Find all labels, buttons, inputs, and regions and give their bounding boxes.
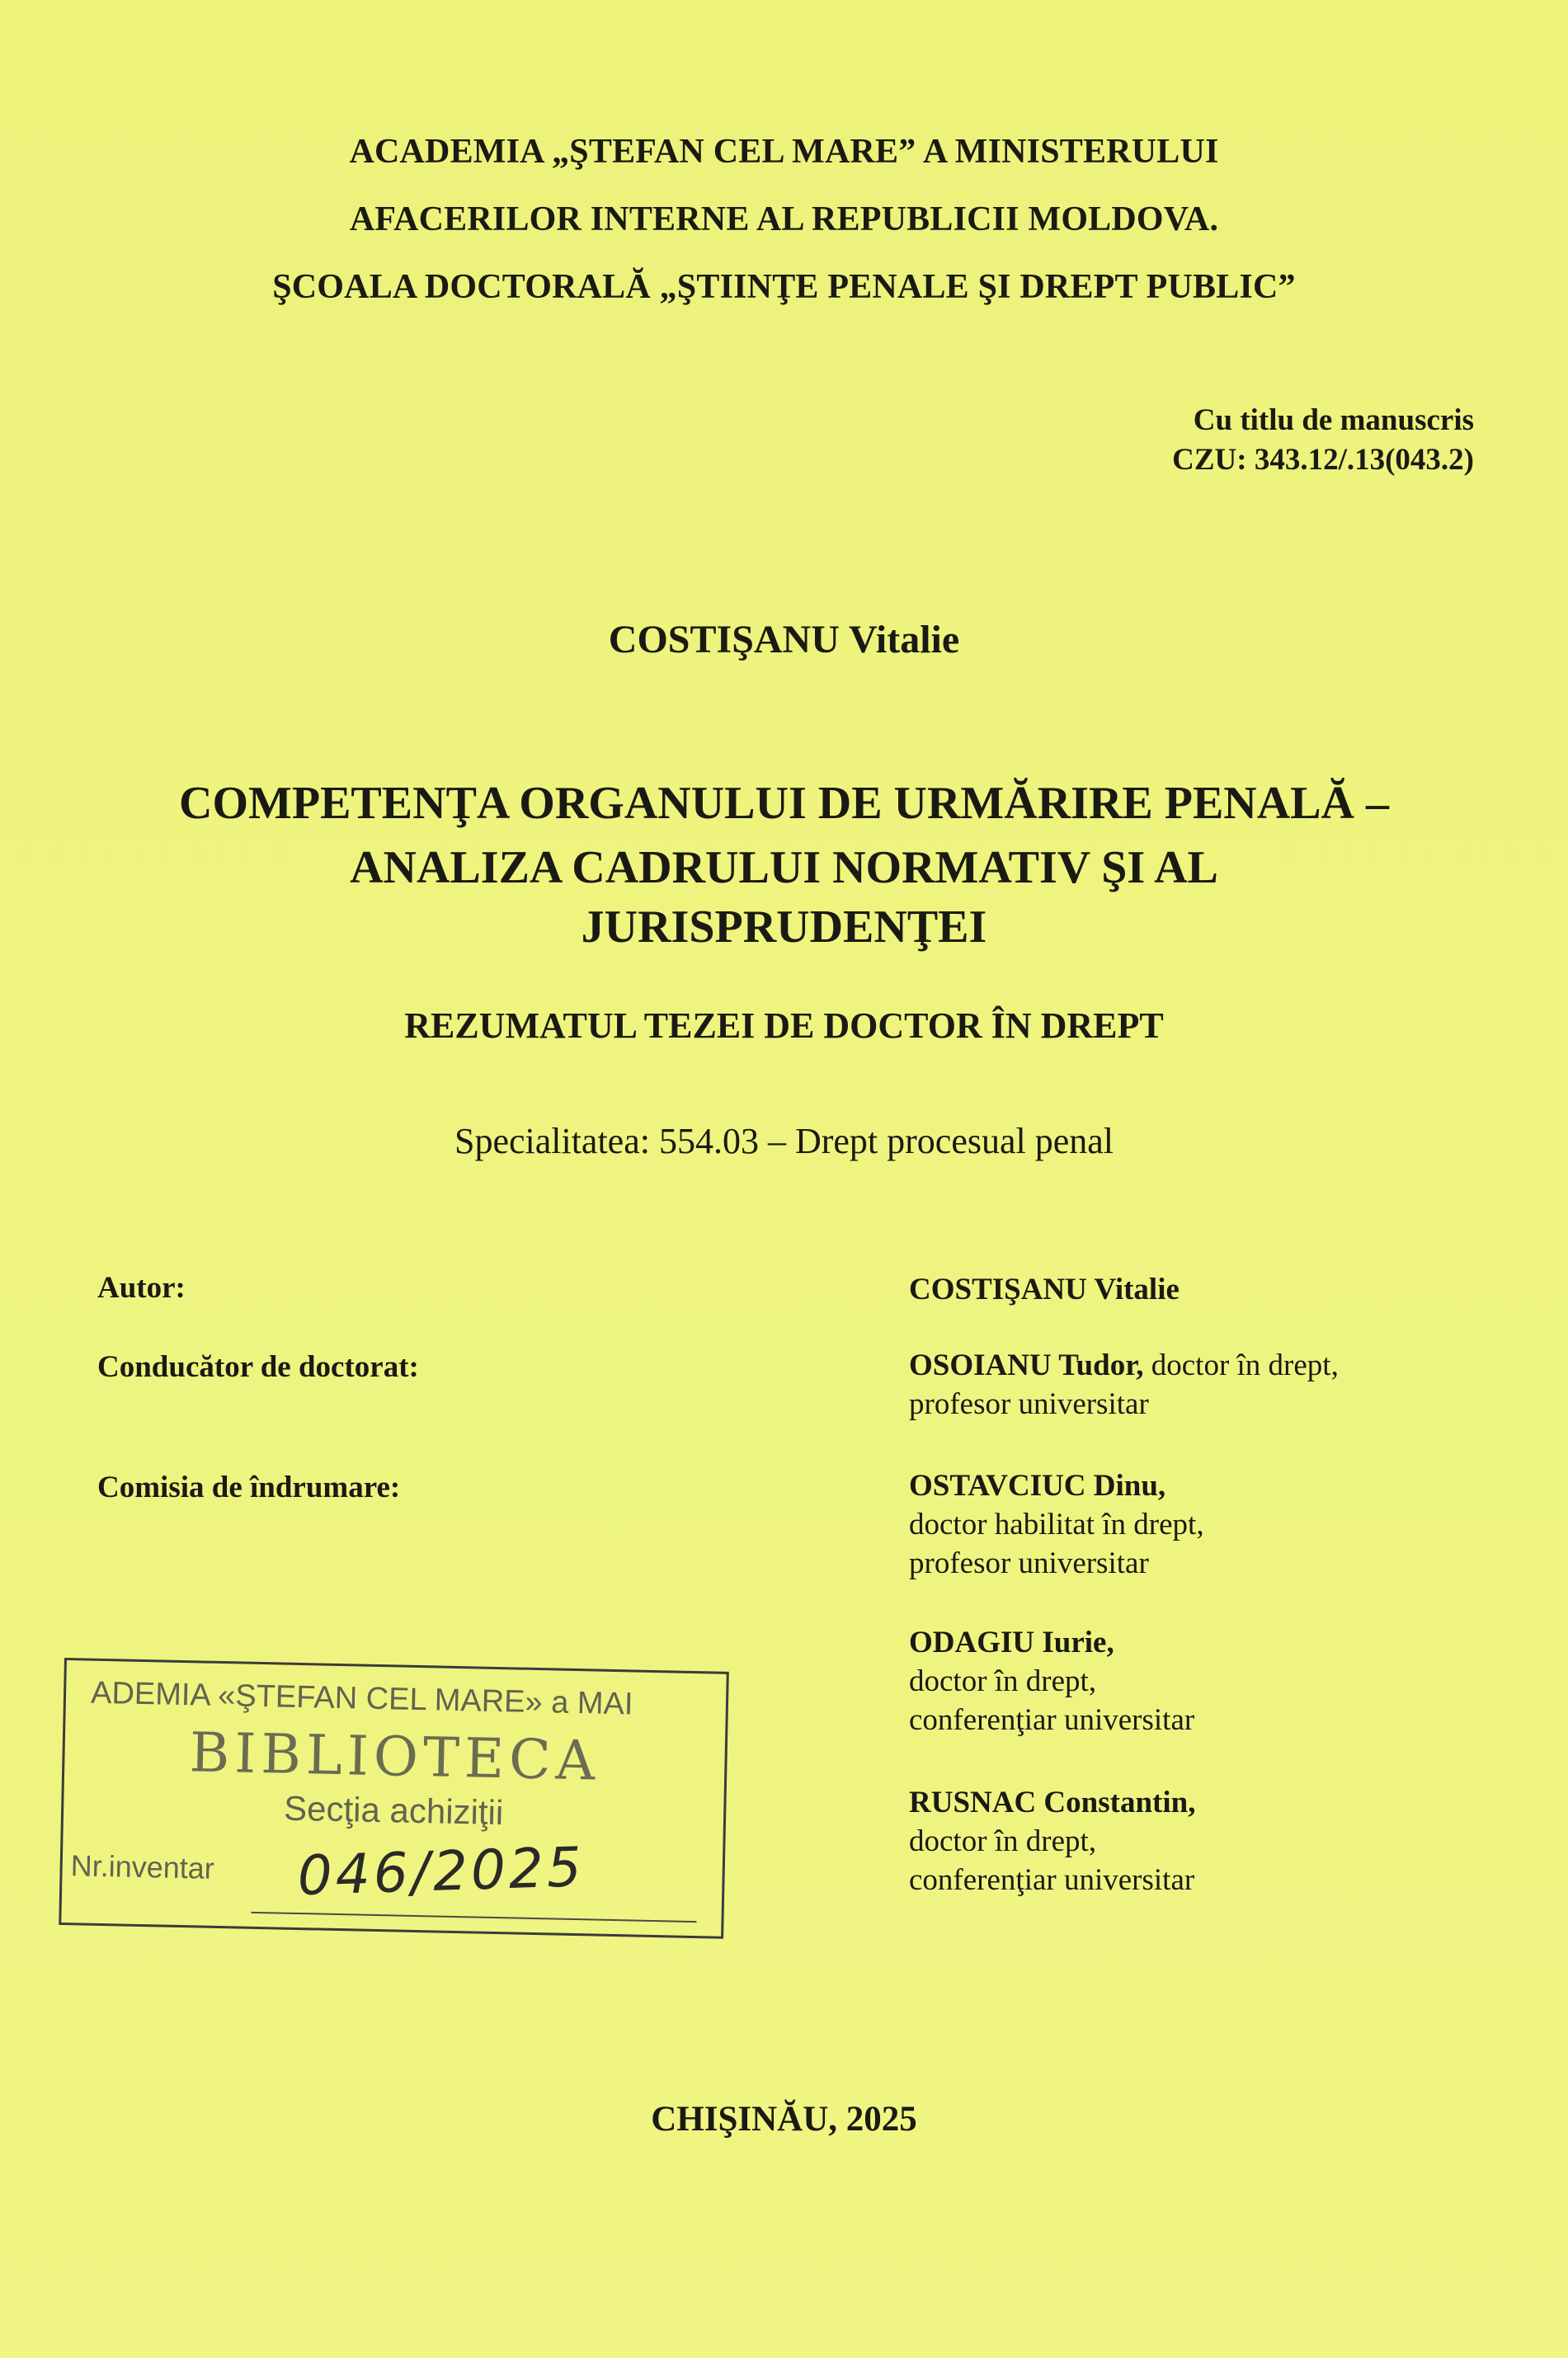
supervisor-degree: doctor în drept,: [1143, 1348, 1339, 1382]
stamp-institution: ADEMIA «ŞTEFAN CEL MARE» a MAI: [90, 1675, 633, 1722]
supervisor-label: Conducător de doctorat:: [97, 1350, 419, 1384]
author-heading: COSTIŞANU Vitalie: [608, 618, 960, 661]
member-rank: conferenţiar universitar: [909, 1703, 1195, 1737]
author-value: [909, 1270, 1180, 1309]
specialty-line: Specialitatea: 554.03 – Drept procesual penal: [454, 1121, 1114, 1161]
header-line-1: ACADEMIA „ŞTEFAN CEL MARE” A MINISTERULUI: [349, 133, 1219, 171]
supervisor-name: OSOIANU Tudor,: [909, 1348, 1144, 1382]
stamp-inventory-line: [252, 1912, 697, 1923]
library-stamp: [59, 1658, 729, 1939]
commission-member: [909, 1783, 1195, 1899]
supervisor-value: [909, 1346, 1339, 1424]
header-line-2: AFACERILOR INTERNE AL REPUBLICII MOLDOVA.: [349, 200, 1219, 238]
member-degree: doctor în drept,: [909, 1824, 1097, 1858]
stamp-library: BIBLIOTECA: [189, 1720, 601, 1793]
thesis-title-line-1: COMPETENŢA ORGANULUI DE URMĂRIRE PENALĂ –: [179, 778, 1389, 829]
stamp-inventory-number: 046/2025: [296, 1835, 586, 1909]
summary-heading: REZUMATUL TEZEI DE DOCTOR ÎN DREPT: [404, 1005, 1164, 1046]
member-rank: conferenţiar universitar: [909, 1863, 1195, 1897]
stamp-inventory-label: Nr.inventar: [70, 1848, 215, 1885]
member-rank: profesor universitar: [909, 1546, 1149, 1580]
thesis-title-line-2: ANALIZA CADRULUI NORMATIV ŞI AL: [350, 842, 1218, 893]
member-degree: doctor în drept,: [909, 1664, 1097, 1698]
commission-label: Comisia de îndrumare:: [97, 1471, 401, 1504]
member-degree: doctor habilitat în drept,: [909, 1508, 1204, 1541]
header-line-3: ŞCOALA DOCTORALĂ „ŞTIINŢE PENALE ŞI DREPT PUBLIC”: [272, 268, 1296, 306]
city-year: CHIŞINĂU, 2025: [651, 2100, 917, 2139]
thesis-title-line-3: JURISPRUDENŢEI: [581, 901, 987, 953]
stamp-section: Secţia achiziţii: [283, 1788, 504, 1833]
supervisor-rank: profesor universitar: [909, 1387, 1149, 1421]
commission-member: [909, 1623, 1194, 1739]
member-name: ODAGIU Iurie,: [909, 1626, 1114, 1659]
author-label: Autor:: [97, 1271, 186, 1305]
commission-member: [909, 1466, 1204, 1583]
manuscript-note: Cu titlu de manuscris: [1193, 403, 1474, 437]
author-value-name: COSTIŞANU Vitalie: [909, 1273, 1180, 1306]
member-name: RUSNAC Constantin,: [909, 1786, 1196, 1819]
member-name: OSTAVCIUC Dinu,: [909, 1469, 1166, 1503]
udc-code: CZU: 343.12/.13(043.2): [1172, 443, 1474, 477]
